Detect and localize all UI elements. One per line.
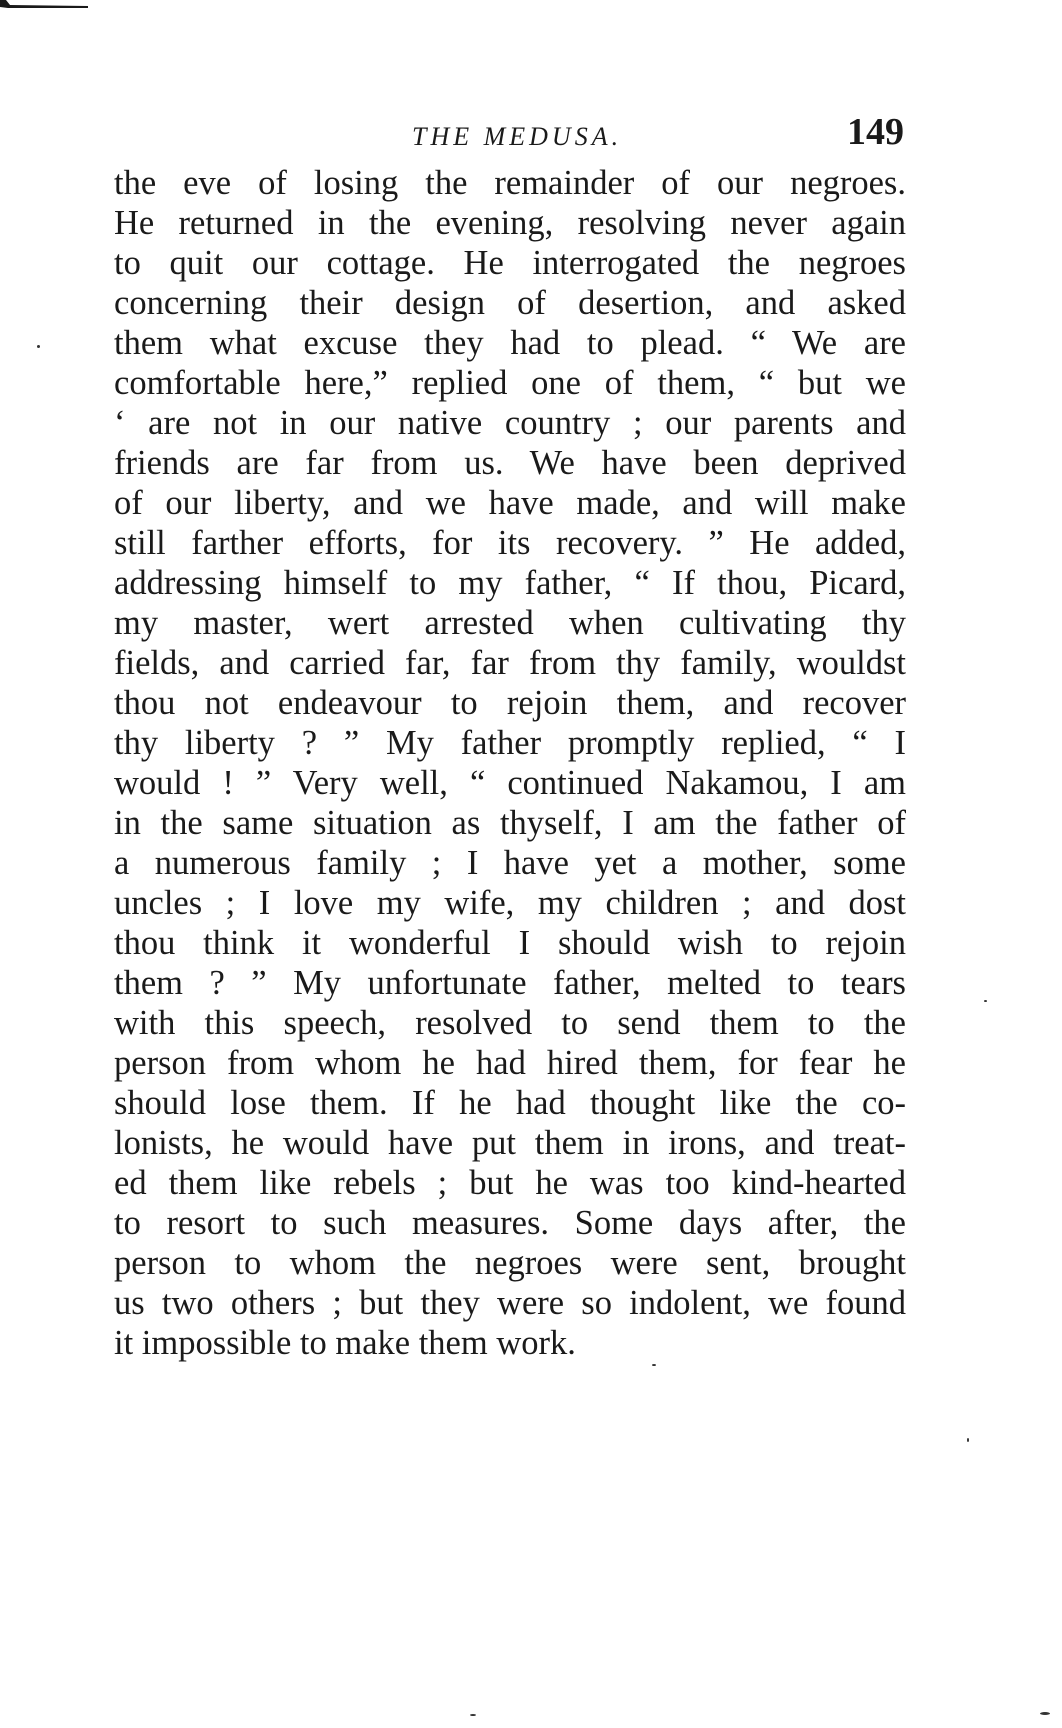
text-line: in the same situation as thyself, I am the father of	[114, 804, 906, 842]
text-line: uncles ; I love my wife, my children ; and dost	[114, 884, 906, 922]
text-line: to resort to such measures. Some days after, the	[114, 1204, 906, 1242]
paper-speck	[652, 1364, 656, 1366]
text-line: them ? ” My unfortunate father, melted to tears	[114, 964, 906, 1002]
text-line: them what excuse they had to plead. “ We are	[114, 324, 906, 362]
text-line: addressing himself to my father, “ If thou, Picard,	[114, 564, 906, 602]
text-line: still farther efforts, for its recovery. ” He added,	[114, 524, 906, 562]
corner-ink-mark	[0, 0, 88, 10]
text-line: it impossible to make them work.	[114, 1324, 576, 1362]
text-line: friends are far from us. We have been deprived	[114, 444, 906, 482]
text-line: to quit our cottage. He interrogated the negroes	[114, 244, 906, 282]
text-line: the eve of losing the remainder of our negroes.	[114, 164, 906, 202]
text-line: us two others ; but they were so indolent, we found	[114, 1284, 906, 1322]
text-line: of our liberty, and we have made, and will make	[114, 484, 906, 522]
text-line: concerning their design of desertion, and asked	[114, 284, 906, 322]
text-line: person to whom the negroes were sent, brought	[114, 1244, 906, 1282]
text-line: a numerous family ; I have yet a mother, some	[114, 844, 906, 882]
text-line: comfortable here,” replied one of them, “ but we	[114, 364, 906, 402]
text-line: would ! ” Very well, “ continued Nakamou, I am	[114, 764, 906, 802]
text-line: fields, and carried far, far from thy family, wouldst	[114, 644, 906, 682]
running-title: THE MEDUSA.	[412, 122, 623, 151]
paper-speck	[470, 1714, 476, 1716]
text-line: thou think it wonderful I should wish to rejoin	[114, 924, 906, 962]
text-line: with this speech, resolved to send them to the	[114, 1004, 906, 1042]
text-line: lonists, he would have put them in irons, and treat-	[114, 1124, 906, 1162]
text-line: He returned in the evening, resolving never again	[114, 204, 906, 242]
page-header	[116, 100, 904, 160]
text-line: thy liberty ? ” My father promptly replied, “ I	[114, 724, 906, 762]
body-text	[114, 163, 906, 1363]
text-line: ed them like rebels ; but he was too kind-hearted	[114, 1164, 906, 1202]
text-line: thou not endeavour to rejoin them, and recover	[114, 684, 906, 722]
paper-speck	[37, 345, 40, 348]
text-line: ‘ are not in our native country ; our parents and	[114, 404, 906, 442]
paper-speck	[1040, 1712, 1050, 1715]
paper-speck	[967, 1438, 969, 1442]
paper-speck	[984, 1000, 987, 1002]
page-number: 149	[847, 111, 904, 153]
text-line: my master, wert arrested when cultivating thy	[114, 604, 906, 642]
text-line: should lose them. If he had thought like the co-	[114, 1084, 906, 1122]
text-line: person from whom he had hired them, for fear he	[114, 1044, 906, 1082]
